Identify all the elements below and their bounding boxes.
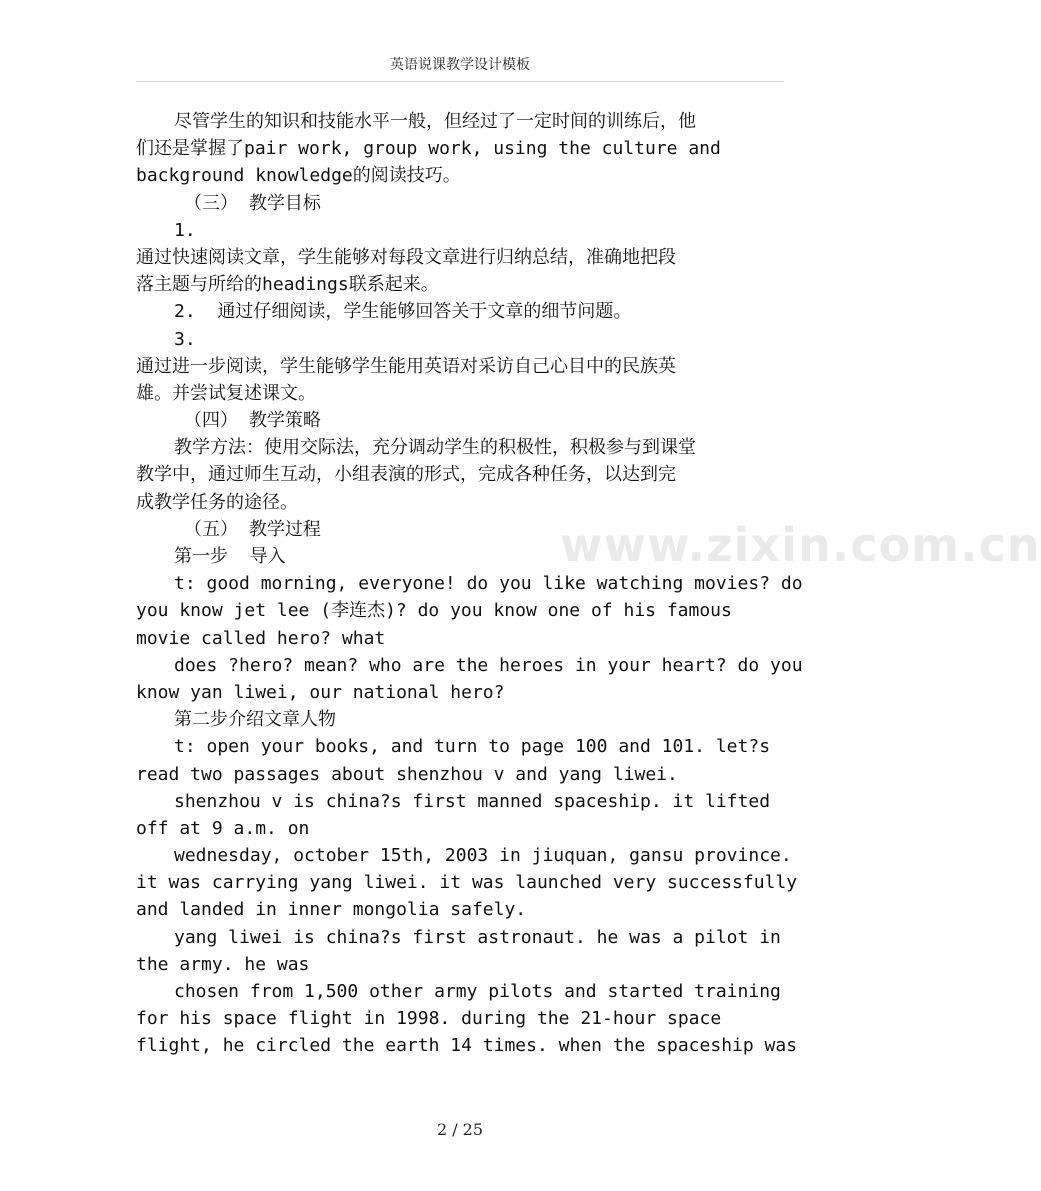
paragraph-line: 成教学任务的途径。 [136,491,298,513]
paragraph-line: wednesday, october 15th, 2003 in jiuquan, gansu province. [174,845,792,867]
paragraph-line: 教学中，通过师生互动，小组表演的形式，完成各种任务，以达到完 [136,464,676,486]
list-number: 3. [174,328,196,350]
header-divider [136,81,784,82]
list-item: 2. 通过仔细阅读，学生能够回答关于文章的细节问题。 [174,301,632,323]
paragraph-line: 通过进一步阅读，学生能够学生能用英语对采访自己心目中的民族英 [136,355,676,377]
paragraph-line: 教学方法：使用交际法，充分调动学生的积极性，积极参与到课堂 [174,437,696,459]
section-heading: （五） 教学过程 [184,518,321,540]
section-heading: （四） 教学策略 [184,410,321,432]
paragraph-line: the army. he was [136,953,310,975]
step-heading: 第一步 导入 [174,546,286,567]
watermark: www.zixin.com.cn [560,518,1041,572]
paragraph-line: it was carrying yang liwei. it was launched very successfully [136,872,798,894]
paragraph-line: chosen from 1,500 other army pilots and started training [174,981,781,1002]
paragraph-line: read two passages about shenzhou v and yang liwei. [136,763,678,785]
paragraph-line: for his space flight in 1998. during the 21-hour space [136,1008,722,1030]
paragraph-line: off at 9 a.m. on [136,817,310,839]
paragraph-line: and landed in inner mongolia safely. [136,899,527,921]
paragraph-line: you know jet lee (李连杰)? do you know one of his famous [136,600,732,622]
paragraph-line: t: good morning, everyone! do you like watching movies? do [174,573,803,595]
paragraph-line: 通过快速阅读文章，学生能够对每段文章进行归纳总结，准确地把段 [136,246,676,268]
paragraph-line: background knowledge的阅读技巧。 [136,165,461,187]
section-heading: （三） 教学目标 [184,192,321,214]
paragraph-line: 雄。并尝试复述课文。 [136,382,316,404]
page-header: 英语说课教学设计模板 [390,57,530,73]
paragraph-line: yang liwei is china?s first astronaut. he was a pilot in [174,926,781,948]
paragraph-line: 们还是掌握了pair work, group work, using the culture and [136,138,721,160]
paragraph-line: flight, he circled the earth 14 times. when the spaceship was [136,1035,798,1057]
list-number: 1. [174,219,196,241]
paragraph-line: 尽管学生的知识和技能水平一般，但经过了一定时间的训练后，他 [174,111,696,132]
paragraph-line: shenzhou v is china?s first manned spaceship. it lifted [174,790,771,812]
paragraph-line: know yan liwei, our national hero? [136,681,505,703]
step-heading: 第二步介绍文章人物 [174,709,336,731]
paragraph-line: movie called hero? what [136,627,386,649]
page-number: 2 / 25 [436,1120,484,1139]
paragraph-line: 落主题与所给的headings联系起来。 [136,274,439,296]
paragraph-line: does ?hero? mean? who are the heroes in your heart? do you [174,654,803,676]
paragraph-line: t: open your books, and turn to page 100 and 101. let?s [174,736,771,758]
